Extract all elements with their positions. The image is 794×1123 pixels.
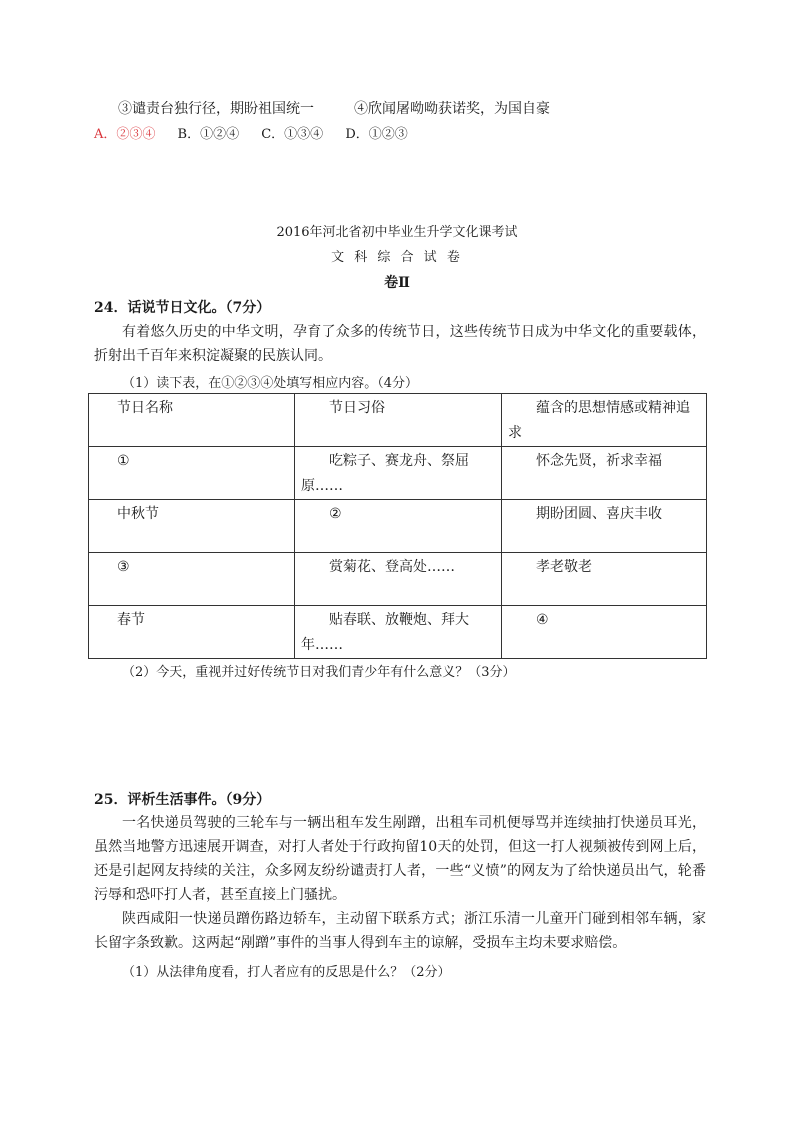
q25-heading: 25．评析生活事件。（9分） <box>94 792 271 808</box>
table-cell: 孝老敬老 <box>502 553 707 606</box>
q25-body <box>94 811 706 955</box>
table-cell: 贴春联、放鞭炮、拜大年…… <box>295 606 502 659</box>
exam-section: 卷Ⅱ <box>384 275 410 291</box>
q24-intro-text: 有着悠久历史的中华文明，孕育了众多的传统节日，这些传统节日成为中华文化的重要载体，折射出千百年来积淀凝聚的民族认同。 <box>94 324 706 364</box>
answer-choices <box>94 123 426 142</box>
table-row <box>89 447 707 500</box>
question-options-row <box>118 98 550 118</box>
table-row <box>89 606 707 659</box>
table-cell: ② <box>295 500 502 553</box>
table-cell: 吃粽子、赛龙舟、祭屈原…… <box>295 447 502 500</box>
answer-a: A．②③④ <box>94 127 156 142</box>
q25-sub1: （1）从法律角度看，打人者应有的反思是什么？（2分） <box>122 965 451 980</box>
header-festival-name: 节日名称 <box>89 394 295 447</box>
q25-para2: 陕西咸阳一快递员蹭伤路边轿车，主动留下联系方式；浙江乐清一儿童开门碰到相邻车辆，家长留字条致歉。这两起“剐蹭”事件的当事人得到车主的谅解，受损车主均未要求赔偿。 <box>94 911 706 951</box>
festival-table <box>88 393 707 659</box>
option-4: ④欣闻屠呦呦获诺奖，为国自豪 <box>354 101 550 117</box>
table-row <box>89 500 707 553</box>
table-cell: 怀念先贤，祈求幸福 <box>502 447 707 500</box>
header-spirit: 蕴含的思想情感或精神追求 <box>502 394 707 447</box>
answer-c: C．①③④ <box>261 127 324 142</box>
q24-heading: 24．话说节日文化。（7分） <box>94 300 271 316</box>
header-customs: 节日习俗 <box>295 394 502 447</box>
table-cell: 期盼团圆、喜庆丰收 <box>502 500 707 553</box>
table-cell: ④ <box>502 606 707 659</box>
answer-b: B．①②④ <box>177 127 240 142</box>
table-cell: 赏菊花、登高处…… <box>295 553 502 606</box>
q24-intro <box>94 320 706 368</box>
table-cell: 春节 <box>89 606 295 659</box>
table-cell: ③ <box>89 553 295 606</box>
q24-sub1: （1）读下表，在①②③④处填写相应内容。（4分） <box>122 376 419 391</box>
exam-subtitle: 文 科 综 合 试 卷 <box>331 250 463 265</box>
option-3: ③谴责台独行径，期盼祖国统一 <box>118 101 314 117</box>
q24-sub2: （2）今天，重视并过好传统节日对我们青少年有什么意义？（3分） <box>122 665 516 680</box>
q25-para1: 一名快递员驾驶的三轮车与一辆出租车发生剐蹭，出租车司机便辱骂并连续抽打快递员耳光，虽然当地警方迅速展开调查，对打人者处于行政拘留10天的处罚，但这一打人视频被传到网上后，还是引起网友持续的关注，众多网友纷纷谴责打人者，一些“义愤”的网友为了给快递员出气，轮番污辱和恐吓打人者，甚至直接上门骚扰。 <box>94 815 706 903</box>
table-header-row <box>89 394 707 447</box>
table-cell: 中秋节 <box>89 500 295 553</box>
table-cell: ① <box>89 447 295 500</box>
exam-title: 2016年河北省初中毕业生升学文化课考试 <box>276 225 518 240</box>
answer-d: D．①②③ <box>345 127 408 142</box>
table-row <box>89 553 707 606</box>
